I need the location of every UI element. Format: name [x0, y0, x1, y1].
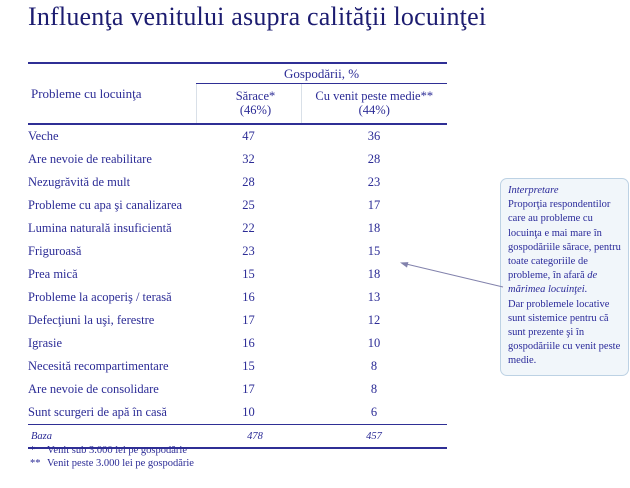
housing-problems-table	[28, 62, 447, 449]
interpretation-paragraph-2: Dar problemele locative sunt sistemice pentru că sunt prezente şi în gospodăriile cu venit peste medie.	[508, 298, 621, 367]
row-label: Friguroasă	[28, 244, 82, 258]
table-row	[28, 263, 447, 286]
interpretation-paragraph-1-italic: de mărimea locuinţei.	[508, 270, 598, 296]
table-row	[28, 309, 447, 332]
column-header-poor-share: (46%)	[239, 103, 272, 117]
value-poor: 17	[242, 313, 255, 327]
base-value-above-average: 457	[301, 425, 447, 449]
value-poor: 16	[242, 336, 255, 350]
value-poor: 32	[242, 152, 255, 166]
value-above-average: 28	[367, 152, 381, 166]
value-above-average: 15	[367, 244, 381, 258]
row-label: Are nevoie de consolidare	[28, 382, 159, 396]
table-row	[28, 401, 447, 425]
column-header-above-average-share: (44%)	[358, 103, 390, 117]
table-row	[28, 171, 447, 194]
footnotes	[30, 444, 194, 470]
value-above-average: 8	[370, 382, 378, 396]
table-row	[28, 355, 447, 378]
callout-arrow-icon	[392, 252, 507, 292]
table-header	[28, 63, 447, 124]
row-label: Lumina naturală insuficientă	[28, 221, 172, 235]
table-row	[28, 124, 447, 148]
table-row	[28, 194, 447, 217]
column-header-poor	[196, 84, 301, 125]
table-body	[28, 124, 447, 425]
table-row	[28, 148, 447, 171]
page-title: Influenţa venitului asupra calităţii locuinţei	[28, 2, 487, 31]
row-label: Sunt scurgeri de apă în casă	[28, 405, 167, 419]
value-poor: 15	[242, 267, 255, 281]
value-above-average: 13	[367, 290, 381, 304]
value-above-average: 18	[367, 221, 381, 235]
row-label: Probleme cu apa şi canalizarea	[28, 198, 183, 212]
value-above-average: 12	[367, 313, 381, 327]
value-poor: 22	[242, 221, 255, 235]
row-label: Veche	[28, 129, 59, 143]
row-label: Are nevoie de reabilitare	[28, 152, 152, 166]
base-row-label: Baza	[28, 425, 196, 449]
table-row	[28, 217, 447, 240]
footnote-marker: **	[30, 458, 41, 469]
row-label: Prea mică	[28, 267, 78, 281]
value-above-average: 8	[370, 359, 378, 373]
table-row	[28, 332, 447, 355]
value-above-average: 18	[367, 267, 381, 281]
value-poor: 15	[242, 359, 255, 373]
header-group-row	[28, 63, 447, 84]
row-label: Nezugrăvită de mult	[28, 175, 131, 189]
column-header-above-average	[301, 84, 447, 125]
interpretation-title: Interpretare	[508, 185, 559, 196]
column-header-problems: Probleme cu locuinţa	[28, 63, 196, 124]
row-label: Igrasie	[28, 336, 63, 350]
row-label: Defecţiuni la uşi, ferestre	[28, 313, 155, 327]
value-poor: 10	[242, 405, 255, 419]
base-value-poor: 478	[196, 425, 301, 449]
value-poor: 16	[242, 290, 255, 304]
interpretation-paragraph-1-regular: Proporţia respondentilor care au probleme cu locuinţa e mai mare în gospodăriile sărace, pentru toate categoriile de probleme, în afară	[508, 199, 621, 282]
value-poor: 28	[242, 175, 255, 189]
interpretation-paragraph-1	[508, 198, 621, 297]
footnote-text: Venit peste 3.000 lei pe gospodărie	[47, 458, 194, 469]
footnote-poor-definition	[30, 444, 194, 457]
value-above-average: 6	[370, 405, 378, 419]
footnote-marker: *	[30, 445, 36, 456]
interpretation-callout	[500, 178, 629, 376]
footnote-text: Venit sub 3.000 lei pe gospodărie	[47, 445, 187, 456]
value-poor: 47	[242, 129, 255, 143]
table-row	[28, 378, 447, 401]
value-above-average: 10	[367, 336, 381, 350]
value-poor: 25	[242, 198, 255, 212]
table-row	[28, 286, 447, 309]
column-group-header-households: Gospodării, %	[196, 63, 447, 84]
column-header-above-average-label: Cu venit peste medie**	[315, 89, 434, 103]
column-header-poor-label: Sărace*	[235, 89, 276, 103]
value-poor: 23	[242, 244, 255, 258]
value-poor: 17	[242, 382, 255, 396]
value-above-average: 23	[367, 175, 381, 189]
row-label: Necesită recompartimentare	[28, 359, 169, 373]
value-above-average: 17	[367, 198, 381, 212]
value-above-average: 36	[367, 129, 381, 143]
table-row	[28, 240, 447, 263]
row-label: Probleme la acoperiş / terasă	[28, 290, 172, 304]
footnote-above-average-definition	[30, 457, 194, 470]
